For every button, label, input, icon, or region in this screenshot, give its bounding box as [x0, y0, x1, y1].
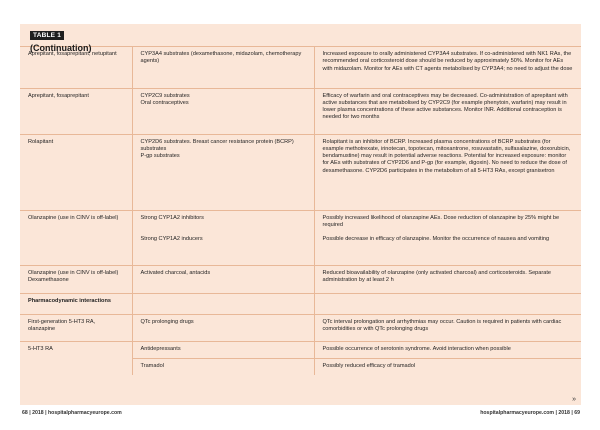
drug-cell: Rolapitant: [20, 134, 132, 210]
drug-cell: Aprepitant, fosaprepitant, netupitant: [20, 47, 132, 88]
drug-cell: Aprepitant, fosaprepitant: [20, 88, 132, 134]
interacting-drug-cell: [132, 210, 314, 265]
interacting-drug-cell: Antidepressants: [132, 341, 314, 358]
drug-cell: 5-HT3 RA: [20, 341, 132, 358]
effect-cell: Increased exposure to orally administered CYP3A4 substrates. If co-administered with NK1 RAs, the recommended oral corticosteroid dose should be reduced by approximately 50%. Monitor for AEs with midazolam. Monitor for AEs with CT agents metabolised by CYP3A4; no need to adjust the dose: [314, 47, 581, 88]
drug-cell: First-generation 5-HT3 RA, olanzapine: [20, 314, 132, 341]
footer-right: hospitalpharmacyeurope.com | 2018 | 69: [480, 410, 580, 416]
table-row: [20, 314, 581, 341]
empty-cell: [132, 293, 314, 314]
effect-cell: QTc interval prolongation and arrhythmias may occur. Caution is required in patients with cardiac comorbidities or with QTc prolonging drugs: [314, 314, 581, 341]
table-row: [20, 134, 581, 210]
table-row: [20, 88, 581, 134]
effect-line: Possibly increased likelihood of olanzapine AEs. Dose reduction of olanzapine by 25% might be required: [322, 214, 560, 228]
drug-cell: [20, 358, 132, 375]
drug-cell: Olanzapine (use in CINV is off-label) Dexamethasone: [20, 265, 132, 293]
table-row: [20, 47, 581, 88]
effect-cell: Efficacy of warfarin and oral contraceptives may be decreased. Co-administration of aprepitant with active substances that are metabolised by CYP2C9 (for example phenytoin, warfarin) may result in lower plasma concentrations of these active substances. Monitor INR. Additional contraception is needed for two months: [314, 88, 581, 134]
interacting-drug-cell: Activated charcoal, antacids: [132, 265, 314, 293]
table-label: TABLE 1: [30, 31, 64, 40]
interactions-table: [20, 24, 581, 405]
table-row: [20, 210, 581, 265]
interacting-drug-cell: [132, 88, 314, 134]
interacting-drug-cell: QTc prolonging drugs: [132, 314, 314, 341]
empty-cell: [314, 293, 581, 314]
effect-cell: Possibly reduced efficacy of tramadol: [322, 362, 416, 369]
section-heading: Pharmacodynamic interactions: [20, 293, 132, 314]
continue-arrow-icon: »: [572, 396, 576, 403]
section-row: [20, 293, 581, 314]
interacting-drug-line: CYP2D6 substrates. Breast cancer resistance protein (BCRP) substrates: [140, 138, 294, 152]
interacting-drug-line: Strong CYP1A2 inducers: [140, 235, 203, 242]
table-body: [20, 47, 581, 375]
effect-cell: Reduced bioavailability of olanzapine (only activated charcoal) and corticosteroids. Separate administration by at least 2 h: [314, 265, 581, 293]
table-header: [20, 24, 581, 53]
table-row: [20, 341, 581, 358]
footer-left: 68 | 2018 | hospitalpharmacyeurope.com: [22, 410, 122, 416]
interacting-drug-cell: [132, 134, 314, 210]
interacting-drug-line: Strong CYP1A2 inhibitors: [140, 214, 204, 221]
table-title: (Continuation): [30, 43, 92, 53]
interacting-drug-line: Oral contraceptives: [140, 99, 189, 106]
effect-cell: Possible occurrence of serotonin syndrome. Avoid interaction when possible: [314, 341, 581, 358]
effect-line: Possible decrease in efficacy of olanzapine. Monitor the occurrence of nausea and vomiting: [322, 236, 550, 243]
drug-cell: Olanzapine (use in CINV is off-label): [20, 210, 132, 265]
interacting-drug-cell: CYP3A4 substrates (dexamethasone, midazolam, chemotherapy agents): [132, 47, 314, 88]
effect-cell: Rolapitant is an inhibitor of BCRP. Increased plasma concentrations of BCRP substrates (for example methotrexate, irinotecan, topotecan, mitoxantrone, rosuvastatin, sulfasalazine, doxorubicin, bendamustine) may result in potential adverse reactions. Potential for increased exposure: monitor for AEs with substrates of CYP2D6 and P-gp (for example, digoxin). No need to reduce the dose of dexamethasone. CYP2D6 participates in the metabolism of all 5-HT3 RAs, except granisetron: [314, 134, 581, 210]
effect-cell: [314, 210, 581, 265]
table-row: [20, 358, 581, 375]
table-row: [20, 265, 581, 293]
interacting-drug-cell: Tramadol: [132, 358, 314, 375]
interacting-drug-line: P-gp substrates: [140, 153, 180, 160]
interacting-drug-line: CYP2C9 substrates: [140, 92, 190, 99]
